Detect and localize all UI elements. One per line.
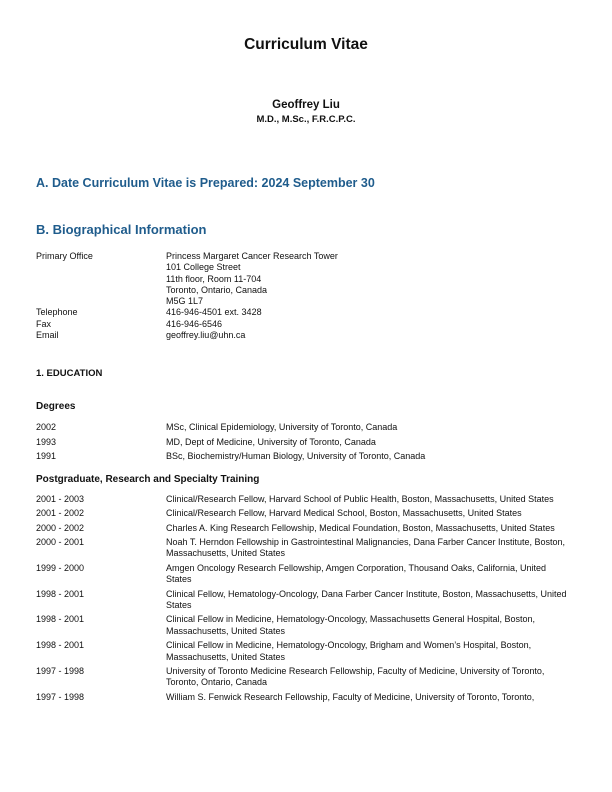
education-section-heading: 1. EDUCATION	[36, 368, 103, 380]
postgrad-row	[36, 589, 576, 612]
postgrad-years: 1997 - 1998	[36, 691, 85, 702]
postgrad-text: William S. Fenwick Research Fellowship, Faculty of Medicine, University of Toronto, Toronto,	[166, 691, 535, 702]
degree-year: 1991	[36, 451, 57, 462]
postgrad-text: University of Toronto Medicine Research Fellowship, Faculty of Medicine, University of Toronto, Toronto, Ontario, Canada	[166, 666, 545, 688]
postgrad-row	[36, 666, 576, 689]
bio-line: Toronto, Ontario, Canada	[166, 284, 268, 295]
bio-value: 416-946-4501 ext. 3428	[166, 307, 262, 318]
email-value: geoffrey.liu@uhn.ca	[166, 330, 246, 341]
postgrad-row	[36, 692, 576, 703]
bio-line: 11th floor, Room 11-704	[166, 273, 262, 284]
postgrad-years: 1997 - 1998	[36, 666, 85, 676]
bio-line: M5G 1L7	[166, 296, 204, 307]
postgrad-row	[36, 640, 576, 663]
bio-row-email	[36, 330, 576, 341]
postgrad-row	[36, 508, 576, 519]
degree-text: BSc, Biochemistry/Human Biology, University of Toronto, Canada	[166, 451, 426, 462]
postgrad-row	[36, 563, 576, 586]
postgrad-row	[36, 537, 576, 560]
person-name: Geoffrey Liu	[272, 99, 340, 111]
section-b-heading: B. Biographical Information	[36, 222, 207, 237]
postgrad-text: Noah T. Herndon Fellowship in Gastrointestinal Malignancies, Dana Farber Cancer Institute, Boston, Massachusetts, United States	[166, 537, 566, 559]
degree-row	[36, 437, 576, 448]
postgrad-list	[36, 494, 576, 703]
bio-value	[166, 251, 576, 307]
postgrad-years: 2001 - 2003	[36, 493, 85, 504]
biographical-info-section	[36, 251, 576, 341]
bio-value: 416-946-6546	[166, 318, 223, 329]
degree-year: 1993	[36, 436, 57, 447]
degrees-heading: Degrees	[36, 401, 76, 413]
postgrad-text: Clinical Fellow in Medicine, Hematology-Oncology, Brigham and Women’s Hospital, Boston, Massachusetts, United States	[166, 640, 532, 662]
bio-row-telephone	[36, 307, 576, 318]
bio-line: Princess Margaret Cancer Research Tower	[166, 251, 338, 261]
bio-label: Primary Office	[36, 251, 93, 261]
degree-row	[36, 422, 576, 433]
person-credentials: M.D., M.Sc., F.R.C.P.C.	[256, 114, 356, 125]
degree-year: 2002	[36, 422, 57, 433]
degree-row	[36, 451, 576, 462]
postgrad-heading: Postgraduate, Research and Specialty Training	[36, 473, 260, 485]
degree-text: MD, Dept of Medicine, University of Toronto, Canada	[166, 436, 376, 447]
degrees-list	[36, 422, 576, 462]
postgrad-years: 2000 - 2001	[36, 537, 85, 548]
bio-line: 101 College Street	[166, 262, 241, 273]
document-title: Curriculum Vitae	[244, 36, 368, 53]
postgrad-years: 1998 - 2001	[36, 614, 85, 625]
section-a-heading: A. Date Curriculum Vitae is Prepared: 2024 September 30	[36, 176, 375, 190]
postgrad-years: 2001 - 2002	[36, 508, 85, 519]
bio-row-primary-office	[36, 251, 576, 307]
postgrad-text: Charles A. King Research Fellowship, Medical Foundation, Boston, Massachusetts, United States	[166, 522, 555, 533]
degree-text: MSc, Clinical Epidemiology, University of Toronto, Canada	[166, 422, 398, 433]
bio-label: Fax	[36, 318, 52, 329]
postgrad-years: 1998 - 2001	[36, 640, 85, 651]
postgrad-years: 2000 - 2002	[36, 522, 85, 533]
bio-label: Telephone	[36, 307, 78, 318]
postgrad-text: Amgen Oncology Research Fellowship, Amgen Corporation, Thousand Oaks, California, United States	[166, 562, 547, 585]
bio-row-fax	[36, 319, 576, 330]
postgrad-text: Clinical Fellow in Medicine, Hematology-Oncology, Massachusetts General Hospital, Boston, Massachusetts, United States	[166, 614, 535, 636]
postgrad-row	[36, 523, 576, 534]
postgrad-text: Clinical Fellow, Hematology-Oncology, Dana Farber Cancer Institute, Boston, Massachusetts, United States	[166, 588, 567, 610]
bio-label: Email	[36, 330, 59, 341]
postgrad-years: 1998 - 2001	[36, 588, 85, 599]
postgrad-text: Clinical/Research Fellow, Harvard Medical School, Boston, Massachusetts, United States	[166, 508, 522, 519]
postgrad-years: 1999 - 2000	[36, 562, 85, 573]
postgrad-row	[36, 614, 576, 637]
postgrad-text: Clinical/Research Fellow, Harvard School of Public Health, Boston, Massachusetts, United States	[166, 493, 554, 504]
postgrad-row	[36, 494, 576, 505]
